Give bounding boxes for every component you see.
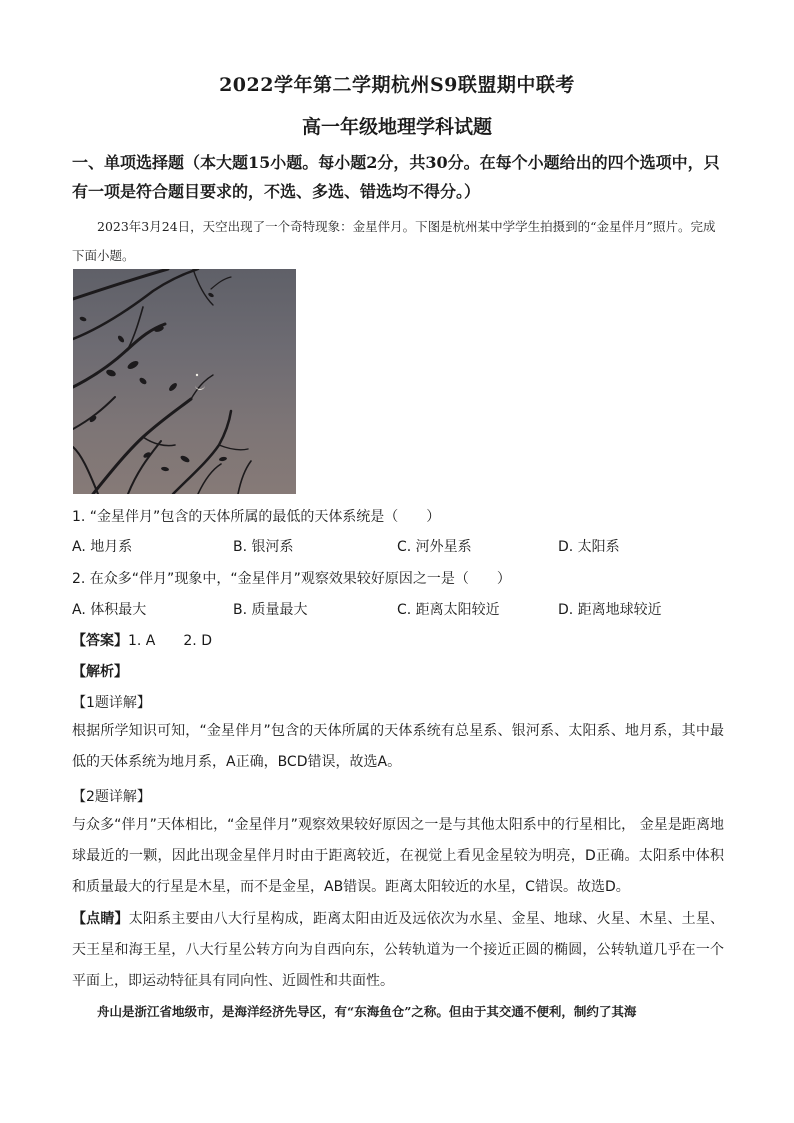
tree-branches-illustration	[73, 269, 296, 494]
answer-text: 1. A 2. D	[128, 633, 212, 649]
next-question-intro: 舟山是浙江省地级市，是海洋经济先导区，有“东海鱼仓”之称。但由于其交通不便利，制约了其海	[97, 1004, 637, 1019]
venus-dot-icon	[196, 374, 198, 376]
q1-option-b[interactable]: B. 银河系	[233, 539, 294, 555]
question-intro: 2023年3月24日，天空出现了一个奇特现象：金星伴月。下图是杭州某中学学生拍摄到的“金星伴月”照片。完成下面小题。	[72, 219, 716, 263]
exam-title: 2022学年第二学期杭州S9联盟期中联考	[219, 74, 575, 96]
tip-text: 太阳系主要由八大行星构成，距离太阳由近及远依次为水星、金星、地球、火星、木星、土星、天王星和海王星，八大行星公转方向为自西向东，公转轨道为一个接近正圆的椭圆，公转轨道几乎在一个平面上，即运动特征具有同向性、近圆性和共面性。	[72, 911, 725, 989]
exam-subtitle: 高一年级地理学科试题	[301, 116, 492, 138]
q1-option-c[interactable]: C. 河外星系	[397, 539, 472, 555]
q2-detail-label: 【2题详解】	[72, 789, 151, 805]
q2-option-c[interactable]: C. 距离太阳较近	[397, 602, 500, 618]
q2-detail-text: 与众多“伴月”天体相比，“金星伴月”观察效果较好原因之一是与其他太阳系中的行星相比， 金星是距离地球最近的一颗，因此出现金星伴月时由于距离较近，在视觉上看见金星较为明亮，D正确。太阳系中体积和质量最大的行星是木星，而不是金星，AB错误。距离太阳较近的水星，C错误。故选D。	[72, 817, 724, 895]
analysis-label: 【解析】	[72, 664, 128, 680]
q1-option-a[interactable]: A. 地月系	[72, 539, 133, 555]
q1-detail-label: 【1题详解】	[72, 695, 151, 711]
q2-option-d[interactable]: D. 距离地球较近	[558, 602, 662, 618]
tip-label: 【点睛】	[72, 911, 129, 927]
q1-option-d[interactable]: D. 太阳系	[558, 539, 620, 555]
q2-option-a[interactable]: A. 体积最大	[72, 602, 147, 618]
q2-option-b[interactable]: B. 质量最大	[233, 602, 308, 618]
venus-moon-photo	[73, 269, 296, 494]
tip-block	[72, 904, 724, 997]
section-heading: 一、单项选择题（本大题15小题。每小题2分，共30分。在每个小题给出的四个选项中，只有一项是符合题目要求的，不选、多选、错选均不得分。）	[72, 153, 720, 201]
question-2-stem: 2. 在众多“伴月”现象中，“金星伴月”观察效果较好原因之一是（ ）	[72, 571, 511, 587]
question-1-stem: 1. “金星伴月”包含的天体所属的最低的天体系统是（ ）	[72, 509, 441, 525]
answer-label: 【答案】	[72, 633, 128, 649]
answer-line	[72, 630, 724, 650]
q1-detail-text: 根据所学知识可知，“金星伴月”包含的天体所属的天体系统有总星系、银河系、太阳系、地月系，其中最低的天体系统为地月系，A正确，BCD错误，故选A。	[72, 723, 724, 770]
